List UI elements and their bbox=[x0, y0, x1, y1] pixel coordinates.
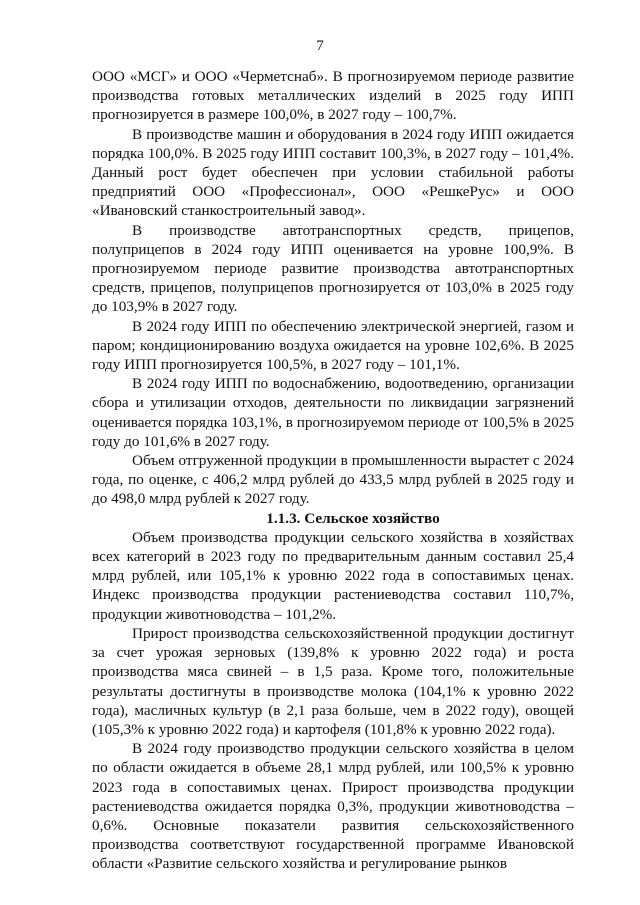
document-body bbox=[92, 67, 574, 874]
paragraph-metal-products: ООО «МСГ» и ООО «Черметснаб». В прогнозируемом периоде развитие производства готовых металлических изделий в 2025 году ИПП прогнозируется в размере 100,0%, в 2027 году – 100,7%. bbox=[92, 68, 574, 124]
paragraph-agriculture-growth: Прирост производства сельскохозяйственной продукции достигнут за счет урожая зерновых (139,8% к уровню 2022 года) и роста производства мяса свиней – в 1,5 раза. Кроме того, положительные результаты достигнуты в производстве молока (104,1% к уровню 2022 года), масличных культур (в 2,1 раза больше, чем в 2022 году), овощей (105,3% к уровню 2022 года) и картофеля (101,8% к уровню 2022 года). bbox=[92, 624, 574, 738]
paragraph-machinery: В производстве машин и оборудования в 2024 году ИПП ожидается порядка 100,0%. В 2025 году ИПП составит 100,3%, в 2027 году – 101,4%. Данный рост будет обеспечен при условии стабильной работы предприятий ООО «Профессионал», ООО «РешкеРус» и ООО «Ивановский станкостроительный завод». bbox=[92, 125, 574, 220]
paragraph-agriculture-output: Объем производства продукции сельского хозяйства в хозяйствах всех категорий в 2023 году по предварительным данным составил 25,4 млрд рублей, или 105,1% к уровню 2022 года в сопоставимых ценах. Индекс производства продукции растениеводства составил 110,7%, продукции животноводства – 101,2%. bbox=[92, 528, 574, 623]
paragraph-vehicles: В производстве автотранспортных средств, прицепов, полуприцепов в 2024 году ИПП оценивается на уровне 100,9%. В прогнозируемом периоде развитие производства автотранспортных средств, прицепов, полуприцепов прогнозируется от 103,0% в 2025 году до 103,9% в 2027 году. bbox=[92, 221, 574, 316]
paragraph-agriculture-2024: В 2024 году производство продукции сельского хозяйства в целом по области ожидается в объеме 28,1 млрд рублей, или 100,5% к уровню 2023 года в сопоставимых ценах. Прирост производства продукции растениеводства ожидается порядка 0,3%, продукции животноводства – 0,6%. Основные показатели развития сельскохозяйственного производства соответствуют государственной программе Ивановской области «Развитие сельского хозяйства и регулирование рынков bbox=[92, 740, 574, 873]
section-heading: 1.1.3. Сельское хозяйство bbox=[266, 509, 440, 527]
paragraph-shipped-products: Объем отгруженной продукции в промышленности вырастет с 2024 года, по оценке, с 406,2 млрд рублей до 433,5 млрд рублей в 2025 году и до 498,0 млрд рублей к 2027 году. bbox=[92, 452, 574, 508]
paragraph-water-supply: В 2024 году ИПП по водоснабжению, водоотведению, организации сбора и утилизации отходов, деятельности по ликвидации загрязнений оценивается порядка 103,1%, в прогнозируемом периоде от 100,5% в 2025 году до 101,6% в 2027 году. bbox=[92, 375, 574, 450]
page-number: 7 bbox=[316, 38, 324, 54]
paragraph-energy: В 2024 году ИПП по обеспечению электрической энергией, газом и паром; кондиционированию воздуха ожидается на уровне 102,6%. В 2025 году ИПП прогнозируется 100,5%, в 2027 году – 101,1%. bbox=[92, 317, 574, 374]
